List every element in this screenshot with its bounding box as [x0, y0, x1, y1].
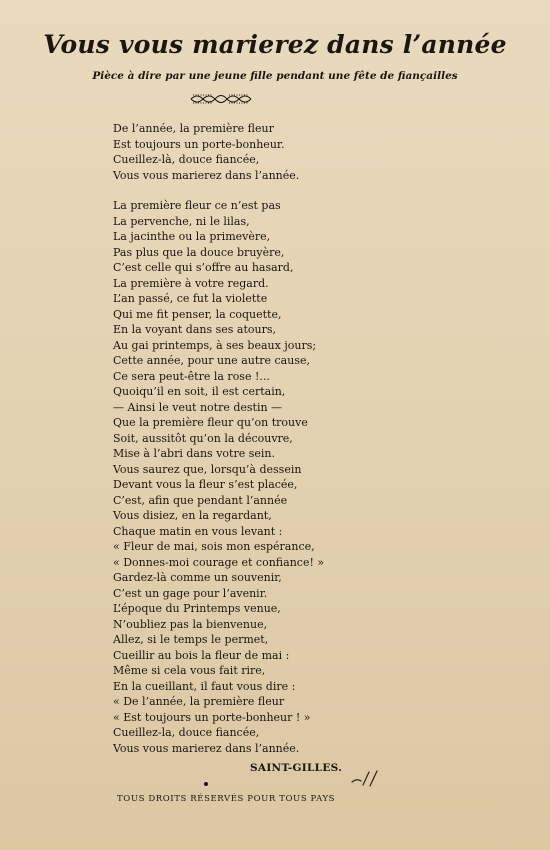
poem-line: « De l’année, la première fleur: [113, 695, 285, 708]
poem-line: C’est celle qui s’offre au hasard,: [113, 261, 294, 274]
poem-line: L’époque du Printemps venue,: [113, 602, 281, 615]
poem-line: La pervenche, ni le lilas,: [113, 214, 250, 228]
poem-line: Soit, aussitôt qu’on la découvre,: [113, 431, 293, 445]
poem-line: « Est toujours un porte-bonheur ! »: [113, 710, 311, 724]
poem-line: Gardez-là comme un souvenir,: [113, 571, 282, 584]
poem-line: Cueillez-là, douce fiancée,: [113, 153, 260, 166]
poem-line: Cette année, pour une autre cause,: [113, 354, 310, 367]
poem-line: N’oubliez pas la bienvenue,: [113, 617, 268, 631]
author-signature: SAINT-GILLES.: [250, 762, 343, 774]
poem-line: « Fleur de mai, sois mon espérance,: [113, 540, 315, 553]
copyright-notice: TOUS DROITS RÉSERVÉS POUR TOUS PAYS: [117, 794, 336, 804]
poem-line: Au gai printemps, à ses beaux jours;: [113, 338, 317, 352]
poem-line: La première à votre regard.: [113, 276, 269, 290]
poem-line: Devant vous la fleur s’est placée,: [113, 478, 298, 491]
poem-line: Que la première fleur qu’on trouve: [113, 416, 308, 429]
poem-line: « Donnes-moi courage et confiance! »: [113, 555, 325, 569]
poem-line: De l’année, la première fleur: [113, 122, 274, 135]
poem-line: Même si cela vous fait rire,: [113, 664, 266, 677]
poem-line: Mise à l’abri dans votre sein.: [113, 447, 275, 460]
poem-line: C’est, afin que pendant l’année: [113, 493, 288, 507]
bullet-dot: [204, 782, 208, 786]
poem-line: En la voyant dans ses atours,: [113, 323, 277, 336]
poem-line: Vous vous marierez dans l’année.: [113, 168, 300, 182]
poem-line: La jacinthe ou la primevère,: [113, 230, 271, 243]
poem-line: La première fleur ce n’est pas: [113, 199, 281, 212]
poem-line: Est toujours un porte-bonheur.: [113, 137, 285, 151]
poem-line: Vous saurez que, lorsqu’à dessein: [113, 462, 302, 476]
poem-line: Quoiqu’il en soit, il est certain,: [113, 385, 286, 398]
poem-line: C’est un gage pour l’avenir.: [113, 586, 268, 600]
poem-line: Pas plus que la douce bruyère,: [113, 245, 285, 259]
poem-line: Qui me fit penser, la coquette,: [113, 307, 282, 321]
page-title: Vous vous marierez dans l’année: [43, 30, 507, 59]
poem-body: [113, 121, 453, 756]
poem-line: En la cueillant, il faut vous dire :: [113, 679, 296, 693]
poem-stanza-1: [113, 121, 453, 183]
poem-line: Vous vous marierez dans l’année.: [113, 741, 300, 755]
poem-stanza-2: [113, 198, 453, 756]
poem-line: Cueillir au bois la fleur de mai :: [113, 648, 290, 662]
poem-line: Vous disiez, en la regardant,: [113, 509, 272, 522]
poem-line: Chaque matin en vous levant :: [113, 524, 283, 538]
poem-line: Cueillez-la, douce fiancée,: [113, 726, 260, 739]
poem-line: Allez, si le temps le permet,: [113, 633, 269, 646]
poem-line: — Ainsi le veut notre destin —: [113, 400, 283, 414]
pen-mark-icon: [348, 768, 384, 790]
poem-line: Ce sera peut-être la rose !...: [113, 369, 270, 383]
page-subtitle: Pièce à dire par une jeune fille pendant une fête de fiançailles: [92, 70, 458, 82]
ornament-icon: [189, 92, 253, 106]
poem-line: L’an passé, ce fut la violette: [113, 292, 268, 305]
